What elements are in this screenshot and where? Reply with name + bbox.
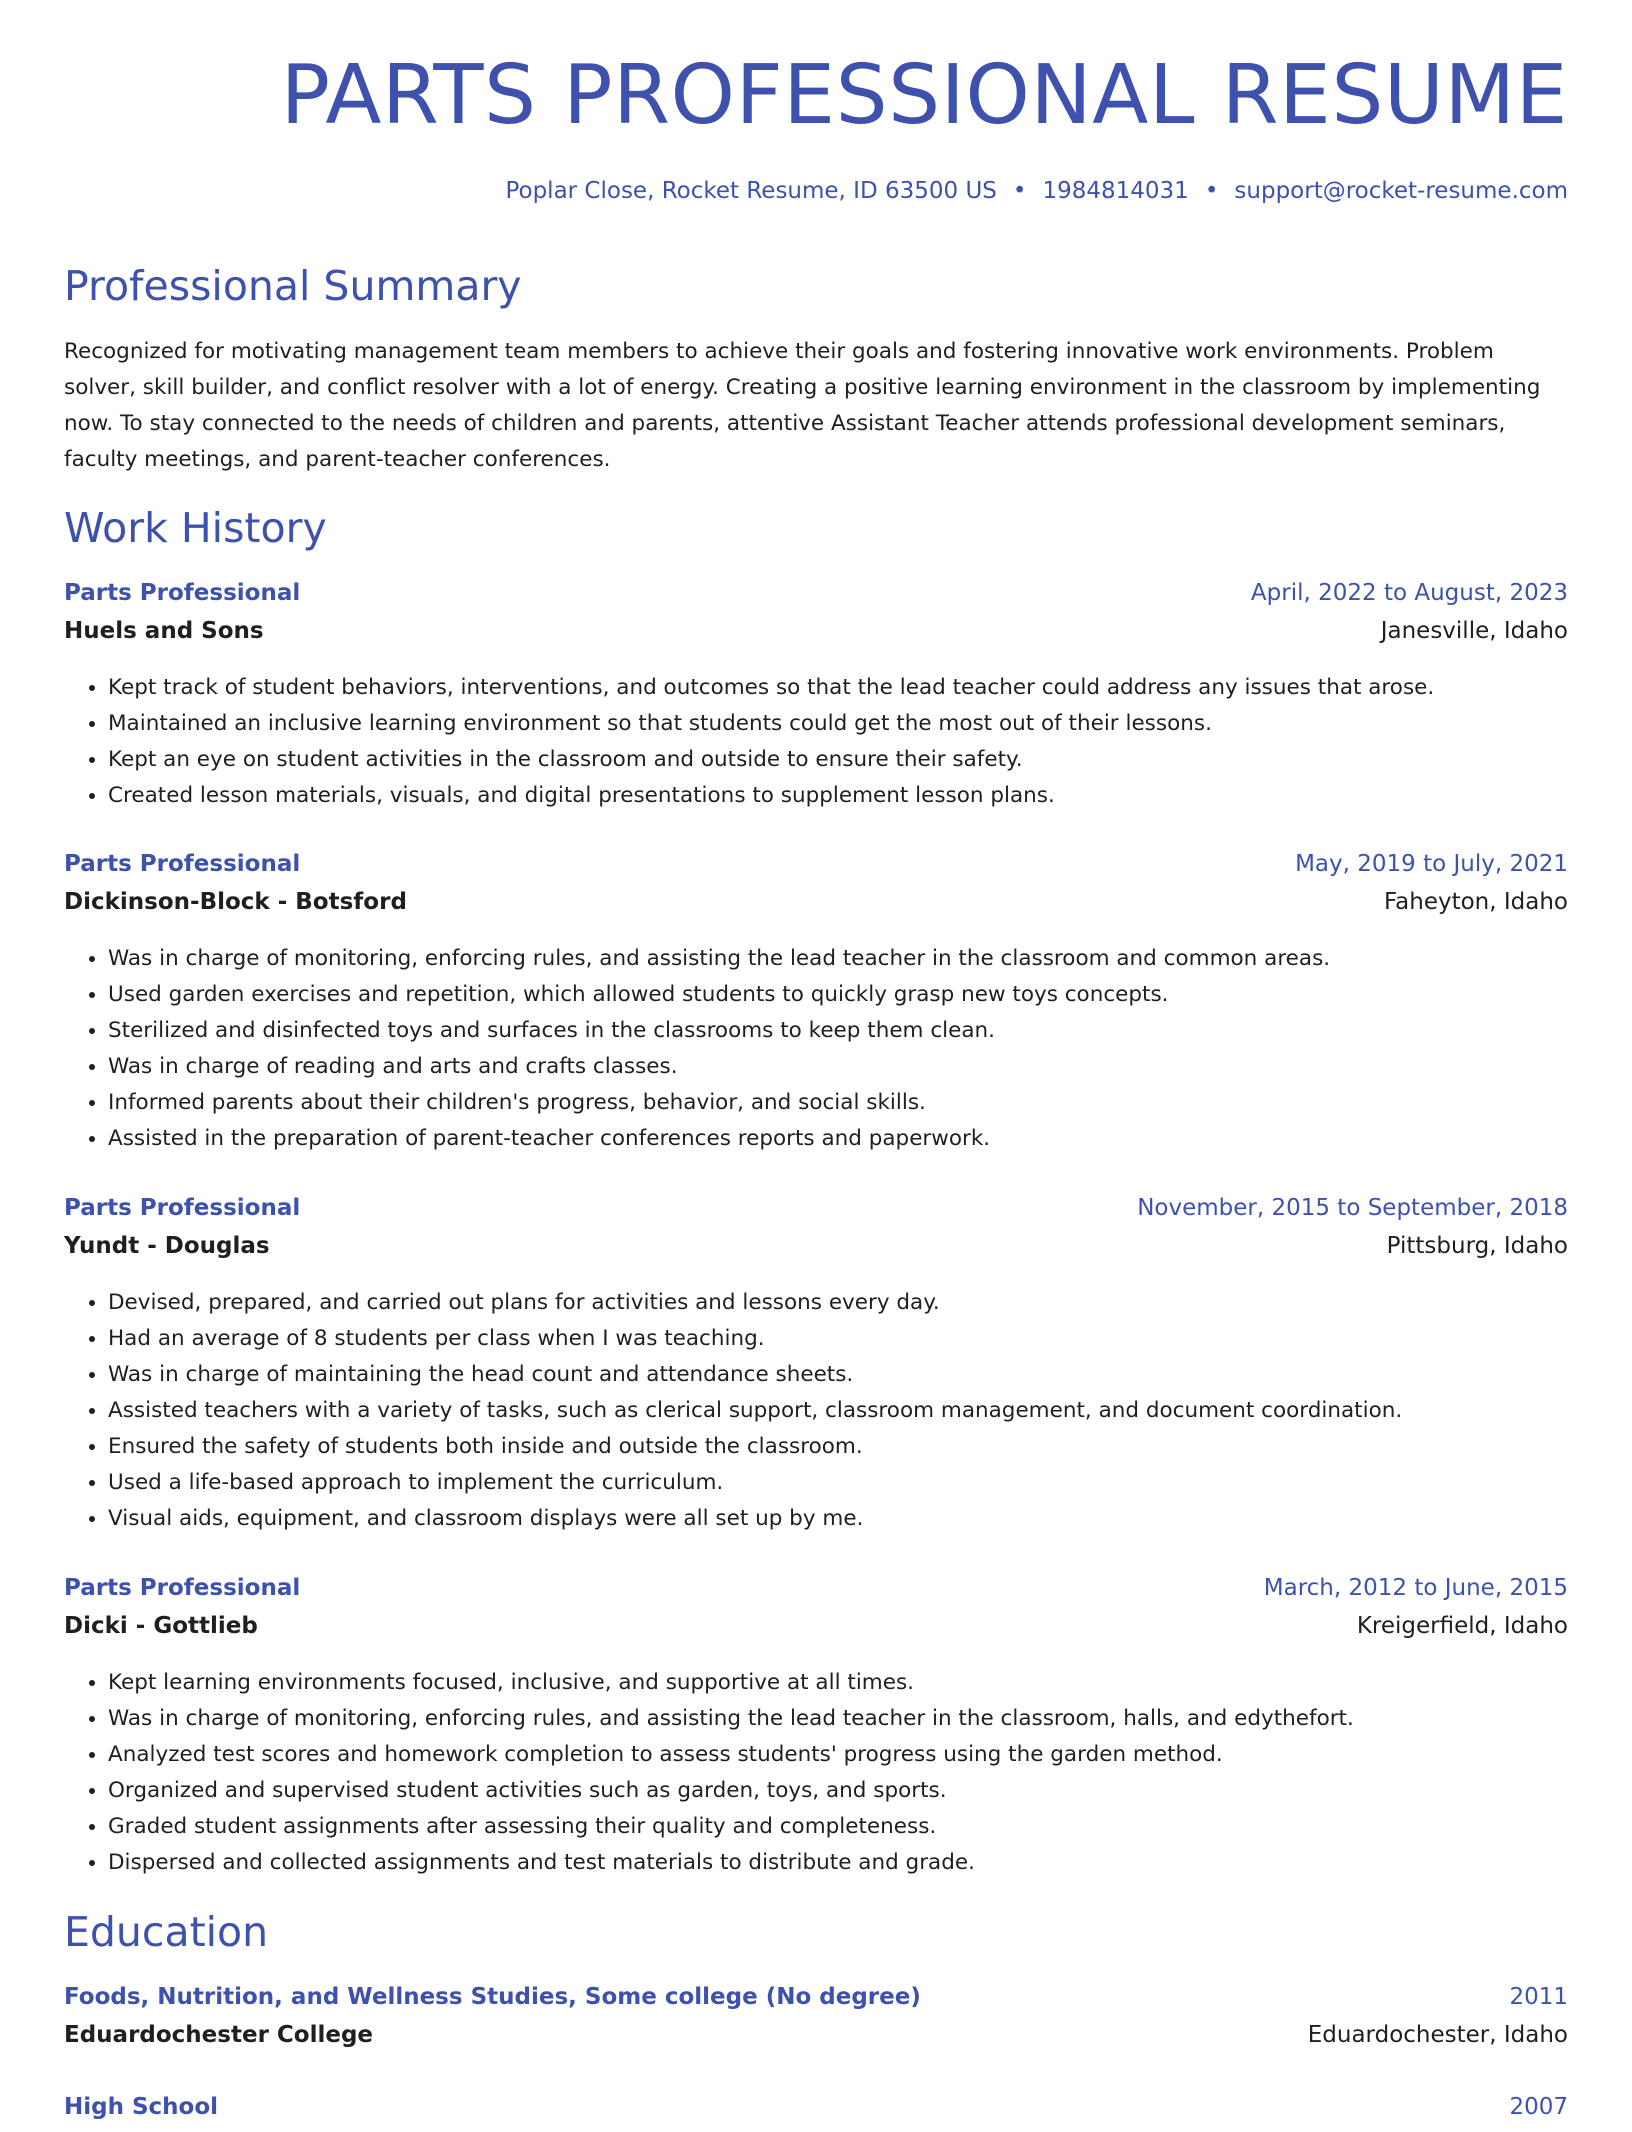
job-entry	[64, 1195, 1568, 1537]
list-item: • Used a life-based approach to implement the curriculum.	[108, 1465, 1568, 1501]
list-item: • Devised, prepared, and carried out plans for activities and lessons every day.	[108, 1285, 1568, 1321]
contact-address: Poplar Close, Rocket Resume, ID 63500 US	[505, 178, 997, 204]
education-year: 2011	[1509, 1984, 1568, 2010]
education-degree: High School	[64, 2094, 219, 2120]
education-degree: Foods, Nutrition, and Wellness Studies, Some college (No degree)	[64, 1984, 921, 2010]
resume-title: PARTS PROFESSIONAL RESUME	[280, 48, 1568, 143]
section-title-education: Education	[64, 1908, 269, 1956]
job-title: Parts Professional	[64, 580, 301, 606]
list-item: • Sterilized and disinfected toys and surfaces in the classrooms to keep them clean.	[108, 1013, 1568, 1049]
job-location: Kreigerfield, Idaho	[1356, 1613, 1568, 1639]
contact-separator: •	[1204, 178, 1219, 204]
section-title-summary: Professional Summary	[64, 262, 522, 310]
list-item: • Maintained an inclusive learning environment so that students could get the most out of their lessons.	[108, 706, 1568, 742]
list-item: • Organized and supervised student activities such as garden, toys, and sports.	[108, 1773, 1568, 1809]
list-item: • Graded student assignments after assessing their quality and completeness.	[108, 1809, 1568, 1845]
job-bullets	[64, 670, 1568, 814]
list-item: • Visual aids, equipment, and classroom displays were all set up by me.	[108, 1501, 1568, 1537]
job-company: Huels and Sons	[64, 618, 264, 644]
list-item: • Assisted teachers with a variety of tasks, such as clerical support, classroom management, and document coordination.	[108, 1393, 1568, 1429]
job-title: Parts Professional	[64, 851, 301, 877]
job-location: Faheyton, Idaho	[1384, 889, 1568, 915]
education-school: Eduardochester College	[64, 2022, 374, 2048]
job-title: Parts Professional	[64, 1195, 301, 1221]
job-entry	[64, 1575, 1568, 1881]
education-year: 2007	[1509, 2094, 1568, 2120]
list-item: • Was in charge of maintaining the head count and attendance sheets.	[108, 1357, 1568, 1393]
job-entry	[64, 851, 1568, 1157]
job-dates: April, 2022 to August, 2023	[1250, 580, 1568, 606]
contact-line	[505, 178, 1568, 204]
job-dates: May, 2019 to July, 2021	[1295, 851, 1568, 877]
list-item: • Assisted in the preparation of parent-teacher conferences reports and paperwork.	[108, 1121, 1568, 1157]
job-bullets	[64, 1285, 1568, 1537]
list-item: • Had an average of 8 students per class when I was teaching.	[108, 1321, 1568, 1357]
job-company: Dicki - Gottlieb	[64, 1613, 258, 1639]
list-item: • Kept learning environments focused, inclusive, and supportive at all times.	[108, 1665, 1568, 1701]
contact-phone: 1984814031	[1042, 178, 1189, 204]
job-entry	[64, 580, 1568, 814]
job-title: Parts Professional	[64, 1575, 301, 1601]
list-item: • Was in charge of reading and arts and crafts classes.	[108, 1049, 1568, 1085]
job-dates: March, 2012 to June, 2015	[1263, 1575, 1568, 1601]
list-item: • Kept track of student behaviors, interventions, and outcomes so that the lead teacher could address any issues that arose.	[108, 670, 1568, 706]
list-item: • Was in charge of monitoring, enforcing rules, and assisting the lead teacher in the classroom, halls, and edythefort.	[108, 1701, 1568, 1737]
education-location: Eduardochester, Idaho	[1307, 2022, 1568, 2048]
list-item: • Ensured the safety of students both inside and outside the classroom.	[108, 1429, 1568, 1465]
list-item: • Dispersed and collected assignments and test materials to distribute and grade.	[108, 1845, 1568, 1881]
job-dates: November, 2015 to September, 2018	[1137, 1195, 1568, 1221]
education-entry	[64, 1984, 1568, 2060]
summary-text: Recognized for motivating management team members to achieve their goals and fostering innovative work environments. Problem solver, skill builder, and conflict resolver with a lot of energy. Creating a positive learning environment in the classroom by implementing now. To stay connected to the needs of children and parents, attentive Assistant Teacher attends professional development seminars, faculty meetings, and parent-teacher conferences.	[64, 339, 1541, 472]
list-item: • Created lesson materials, visuals, and digital presentations to supplement lesson plans.	[108, 778, 1568, 814]
job-location: Pittsburg, Idaho	[1386, 1233, 1568, 1259]
list-item: • Was in charge of monitoring, enforcing rules, and assisting the lead teacher in the classroom and common areas.	[108, 941, 1568, 977]
contact-separator: •	[1012, 178, 1027, 204]
list-item: • Informed parents about their children's progress, behavior, and social skills.	[108, 1085, 1568, 1121]
list-item: • Used garden exercises and repetition, which allowed students to quickly grasp new toys concepts.	[108, 977, 1568, 1013]
job-bullets	[64, 1665, 1568, 1881]
section-title-work-history: Work History	[64, 504, 327, 552]
job-company: Yundt - Douglas	[64, 1233, 270, 1259]
list-item: • Kept an eye on student activities in the classroom and outside to ensure their safety.	[108, 742, 1568, 778]
job-bullets	[64, 941, 1568, 1157]
list-item: • Analyzed test scores and homework completion to assess students' progress using the garden method.	[108, 1737, 1568, 1773]
job-company: Dickinson-Block - Botsford	[64, 889, 407, 915]
education-entry	[64, 2094, 1568, 2132]
job-location: Janesville, Idaho	[1380, 618, 1568, 644]
contact-email[interactable]: support@rocket-resume.com	[1234, 178, 1568, 204]
